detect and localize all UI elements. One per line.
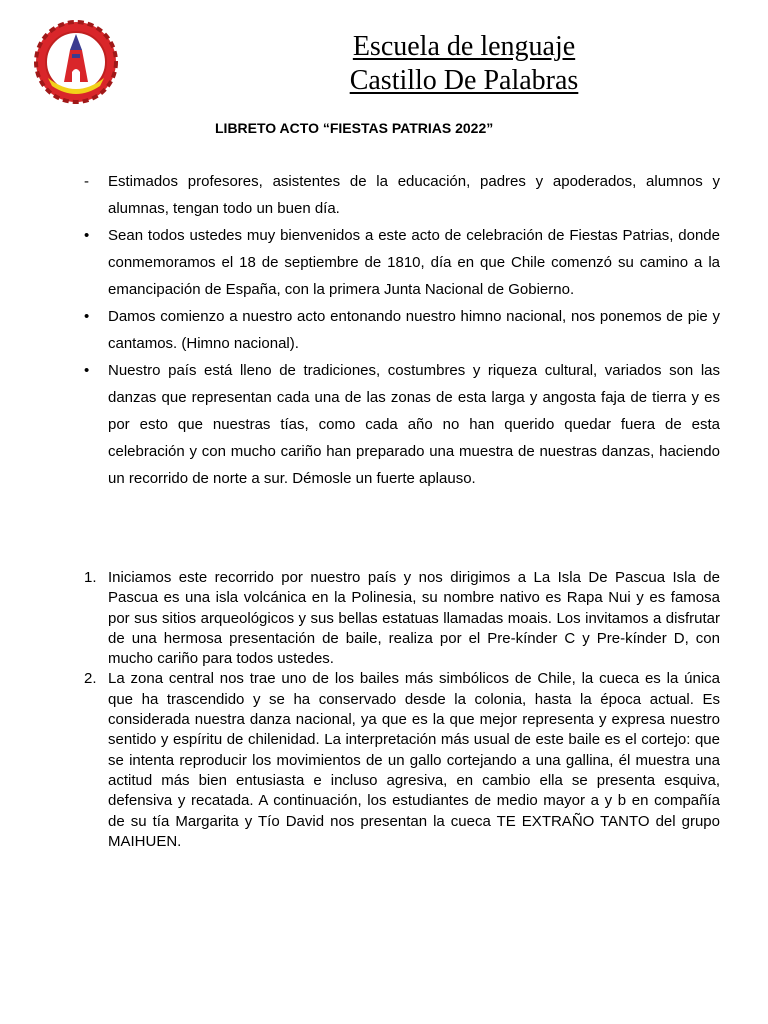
- item-number: 1.: [84, 569, 97, 586]
- school-name-line-1: Escuela de lenguaje: [352, 31, 576, 62]
- bullet-marker: •: [84, 362, 90, 379]
- bullet-marker: -: [84, 173, 89, 190]
- intro-list: [84, 168, 720, 492]
- list-item-text: Sean todos ustedes muy bienvenidos a este acto de celebración de Fiestas Patrias, donde conmemoramos el 18 de septiembre de 1810, día en que Chile comenzó su camino a la emancipación de España, con la primera Junta Nacional de Gobierno.: [108, 227, 720, 298]
- script-title: LIBRETO ACTO “FIESTAS PATRIAS 2022”: [215, 120, 494, 136]
- bullet-marker: •: [84, 308, 90, 325]
- program-list: [84, 568, 720, 852]
- list-item: [84, 222, 720, 303]
- item-number: 2.: [84, 670, 97, 688]
- school-logo: [34, 20, 118, 104]
- list-item: [84, 168, 720, 222]
- list-item-text: Iniciamos este recorrido por nuestro país y nos dirigimos a La Isla De Pascua Isla de Pascua es una isla volcánica en la Polinesia, su nombre nativo es Rapa Nui y es famosa por sus sitios arqueológicos y sus bellas estatuas llamadas moais. Los invitamos a disfrutar de una hermosa presentación de baile, realiza por el Pre-kínder C y Pre-kínder D, con mucho cariño para todos ustedes.: [108, 569, 720, 668]
- list-item: [84, 568, 720, 669]
- list-item: [84, 357, 720, 492]
- list-item-text: Damos comienzo a nuestro acto entonando nuestro himno nacional, nos ponemos de pie y cantamos. (Himno nacional).: [108, 308, 720, 352]
- school-name-line-2: Castillo De Palabras: [349, 65, 579, 96]
- list-item: [84, 669, 720, 852]
- castle-emblem-icon: [34, 20, 118, 104]
- list-item-text: La zona central nos trae uno de los bailes más simbólicos de Chile, la cueca es la única que ha trascendido y se ha conservado desde la colonia, hasta la época actual. Es considerada nuestra danza nacional, ya que es la que mejor representa y expresa nuestro sentido y espíritu de chilenidad. La interpretación más usual de este baile es el cortejo: que se intenta reproducir los movimientos de un gallo cortejando a una gallina, él muestra una actitud más bien entusiasta e incluso agresiva, en cambio ella se presenta esquiva, defensiva y recatada. A continuación, los estudiantes de medio mayor a y b en compañía de su tía Margarita y Tío David nos presentan la cueca TE EXTRAÑO TANTO del grupo MAIHUEN.: [108, 670, 720, 850]
- list-item-text: Nuestro país está lleno de tradiciones, costumbres y riqueza cultural, variados son las danzas que representan cada una de las zonas de esta larga y angosta faja de tierra y es por esto que nuestras tías, como cada año no han querido quedar fuera de esta celebración y con mucho cariño han preparado una muestra de nuestras danzas, haciendo un recorrido de norte a sur. Démosle un fuerte aplauso.: [108, 362, 720, 487]
- list-item: [84, 303, 720, 357]
- list-item-text: Estimados profesores, asistentes de la educación, padres y apoderados, alumnos y alumnas, tengan todo un buen día.: [108, 173, 720, 217]
- bullet-marker: •: [84, 227, 90, 244]
